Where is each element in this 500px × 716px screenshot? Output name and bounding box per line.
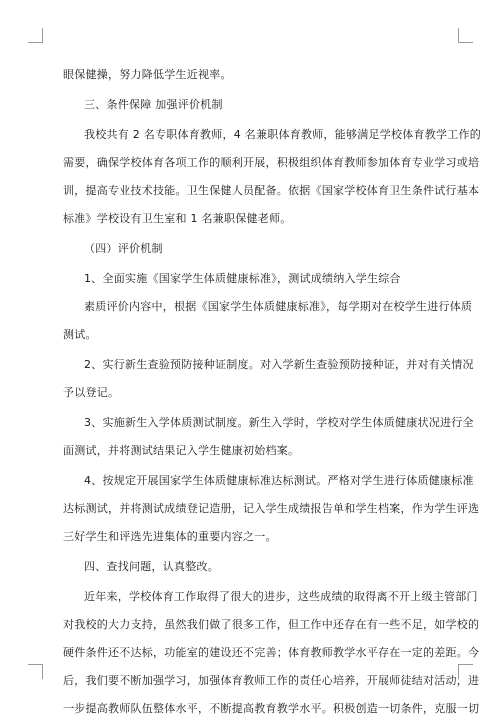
text-line: 三好学生和评选先进集体的重要内容之一。 bbox=[63, 530, 277, 543]
text-line: 4、按规定开展国家学生体质健康标准达标测试。严格对学生进行体质健康标准 bbox=[84, 474, 474, 487]
crop-mark-top-right bbox=[458, 28, 473, 43]
section-heading: 四、查找问题，认真整改。 bbox=[84, 560, 219, 573]
text-line: 标准》学校设有卫生室和 1 名兼职保健老师。 bbox=[63, 212, 292, 225]
text-line: 予以登记。 bbox=[63, 386, 120, 399]
crop-mark-top-left bbox=[28, 28, 43, 43]
text-line: 训，提高专业技术技能。卫生保健人员配备。依据《国家学校体育卫生条件试行基本 bbox=[63, 184, 480, 197]
text-line: 2、实行新生查验预防接种证制度。对入学新生查验预防接种证，并对有关情况 bbox=[84, 358, 474, 371]
text-line: 1、全面实施《国家学生体质健康标准》，测试成绩纳入学生综合 bbox=[84, 272, 401, 285]
text-line: 需要，确保学校体育各项工作的顺利开展，积极组织体育教师参加体育专业学习或培 bbox=[63, 156, 480, 169]
text-line: 一步提高教师队伍整体水平，不断提高教育教学水平。积极创造一切条件，克服一切 bbox=[63, 702, 480, 715]
text-line: 近年来，学校体育工作取得了很大的进步，这些成绩的取得离不开上级主管部门 bbox=[84, 590, 478, 603]
section-heading: 三、条件保障 加强评价机制 bbox=[84, 98, 223, 111]
text-line: 对我校的大力支持，虽然我们做了很多工作，但工作中还存在有一些不足，如学校的 bbox=[63, 618, 480, 631]
text-line: 测试。 bbox=[63, 328, 97, 341]
text-line: 眼保健操，努力降低学生近视率。 bbox=[63, 68, 232, 81]
text-line: 达标测试，并将测试成绩登记造册，记入学生成绩报告单和学生档案，作为学生评选 bbox=[63, 502, 480, 515]
text-line: 面测试，并将测试结果记入学生健康初始档案。 bbox=[63, 444, 300, 457]
text-line: 素质评价内容中，根据《国家学生体质健康标准》，每学期对在校学生进行体质 bbox=[84, 300, 473, 313]
text-line: 我校共有 2 名专职体育教师，4 名兼职体育教师，能够满足学校体育教学工作的 bbox=[84, 128, 481, 141]
text-line: 硬件条件还不达标，功能室的建设还不完善；体育教师教学水平存在一定的差距。今 bbox=[63, 646, 480, 659]
crop-mark-bottom-left bbox=[28, 664, 43, 679]
text-line: 3、实施新生入学体质测试制度。新生入学时，学校对学生体质健康状况进行全 bbox=[84, 416, 474, 429]
text-line: 后，我们要不断加强学习，加强体育教师工作的责任心培养，开展师徒结对活动，进 bbox=[63, 674, 480, 687]
section-heading: （四）评价机制 bbox=[84, 242, 163, 255]
